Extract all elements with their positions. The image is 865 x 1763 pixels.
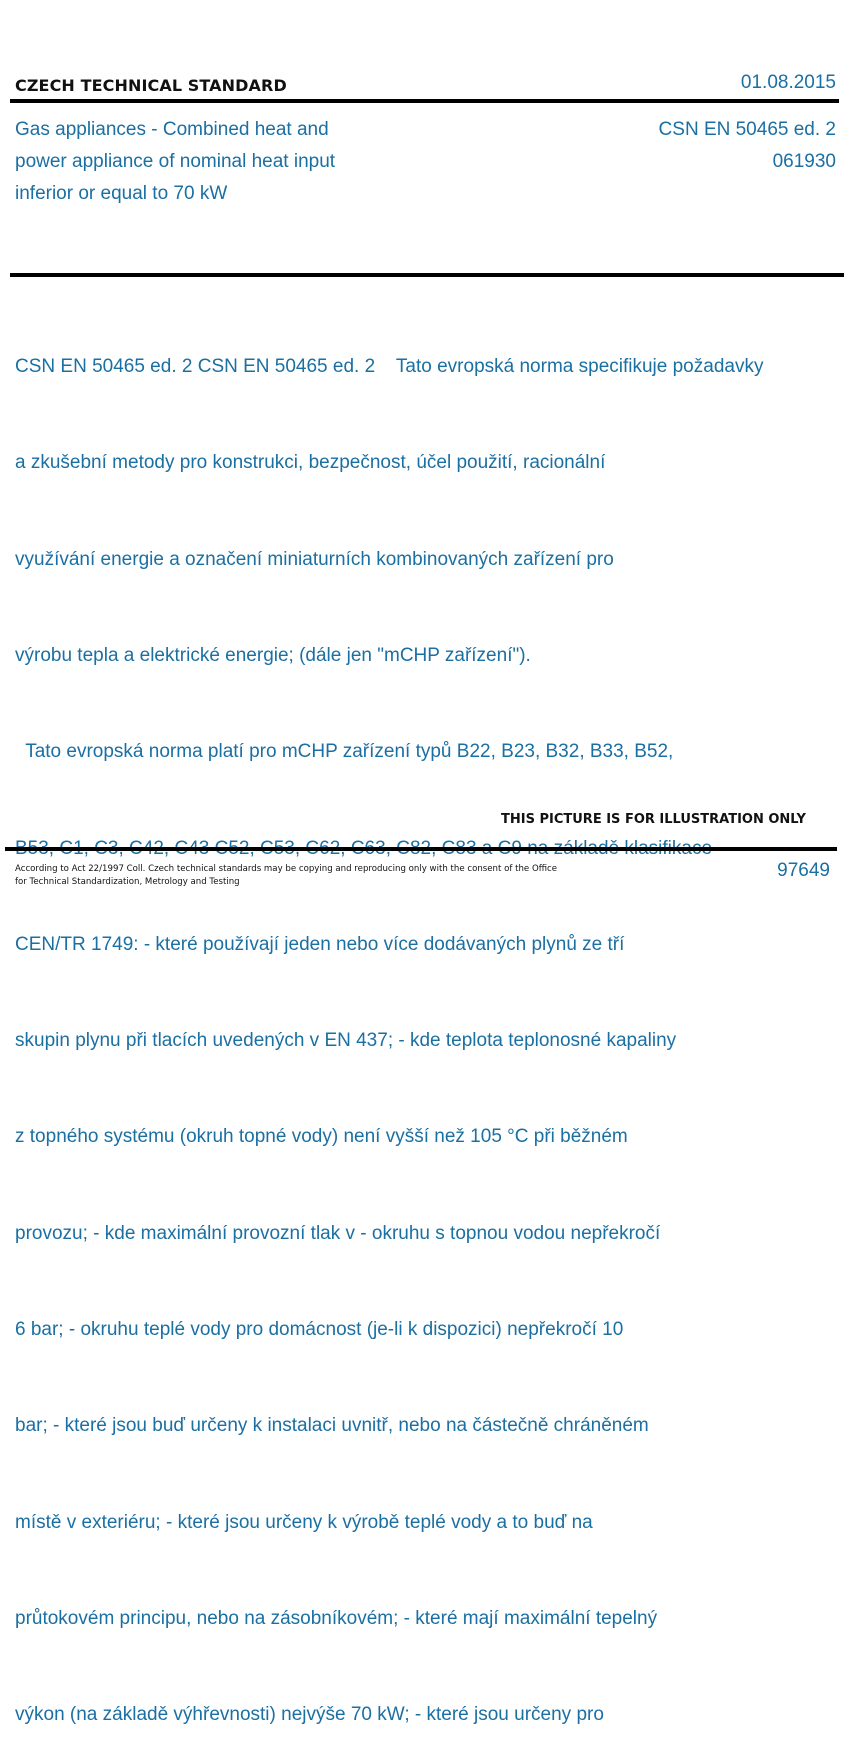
- description-line: výrobu tepla a elektrické energie; (dále jen "mCHP zařízení").: [15, 645, 531, 667]
- description-line: Tato evropská norma platí pro mCHP zařízení typů B22, B23, B32, B33, B52,: [15, 741, 674, 763]
- description-line: průtokovém principu, nebo na zásobníkovém; - které mají maximální tepelný: [15, 1607, 658, 1629]
- description-line: výkon (na základě výhřevnosti) nejvýše 70 kW; - které jsou určeny pro: [15, 1704, 604, 1726]
- header-divider: [10, 99, 839, 103]
- copyright-line: According to Act 22/1997 Coll. Czech technical standards may be copying and reproducing only with the consent of the Office: [15, 864, 558, 874]
- standard-code: CSN EN 50465 ed. 2: [658, 119, 836, 140]
- description-line: a zkušební metody pro konstrukci, bezpečnost, účel použití, racionální: [15, 452, 606, 474]
- title-line: power appliance of nominal heat input: [15, 151, 336, 172]
- description-line: skupin plynu při tlacích uvedených v EN 437; - kde teplota teplonosné kapaliny: [15, 1030, 677, 1052]
- description-line: místě v exteriéru; - které jsou určeny k výrobě teplé vody a to buď na: [15, 1511, 593, 1533]
- description-line: využívání energie a označení miniaturních kombinovaných zařízení pro: [15, 548, 614, 570]
- title-divider: [10, 273, 844, 277]
- copyright-notice: [15, 863, 595, 889]
- description-line: CEN/TR 1749: - které používají jeden nebo více dodávaných plynů ze tří: [15, 933, 625, 955]
- copyright-line: for Technical Standardization, Metrology and Testing: [15, 877, 240, 887]
- description-line: bar; - které jsou buď určeny k instalaci uvnitř, nebo na částečně chráněném: [15, 1415, 649, 1437]
- title-line: inferior or equal to 70 kW: [15, 183, 228, 204]
- description-line: provozu; - kde maximální provozní tlak v - okruhu s topnou vodou nepřekročí: [15, 1222, 661, 1244]
- standard-description: [15, 287, 860, 1763]
- title-line: Gas appliances - Combined heat and: [15, 119, 329, 140]
- publication-date: 01.08.2015: [740, 72, 836, 93]
- footer-divider: [5, 847, 837, 851]
- document-id: 97649: [777, 860, 830, 881]
- standard-title: [15, 114, 435, 210]
- standard-class-number: 061930: [772, 151, 836, 172]
- standard-type-label: CZECH TECHNICAL STANDARD: [15, 76, 287, 95]
- description-line: 6 bar; - okruhu teplé vody pro domácnost (je-li k dispozici) nepřekročí 10: [15, 1319, 624, 1340]
- description-line: CSN EN 50465 ed. 2 CSN EN 50465 ed. 2 Tato evropská norma specifikuje požadavky: [15, 356, 764, 378]
- illustration-disclaimer: THIS PICTURE IS FOR ILLUSTRATION ONLY: [501, 812, 806, 827]
- standard-identifiers: [659, 114, 836, 178]
- description-line: z topného systému (okruh topné vody) není vyšší než 105 °C při běžném: [15, 1126, 628, 1148]
